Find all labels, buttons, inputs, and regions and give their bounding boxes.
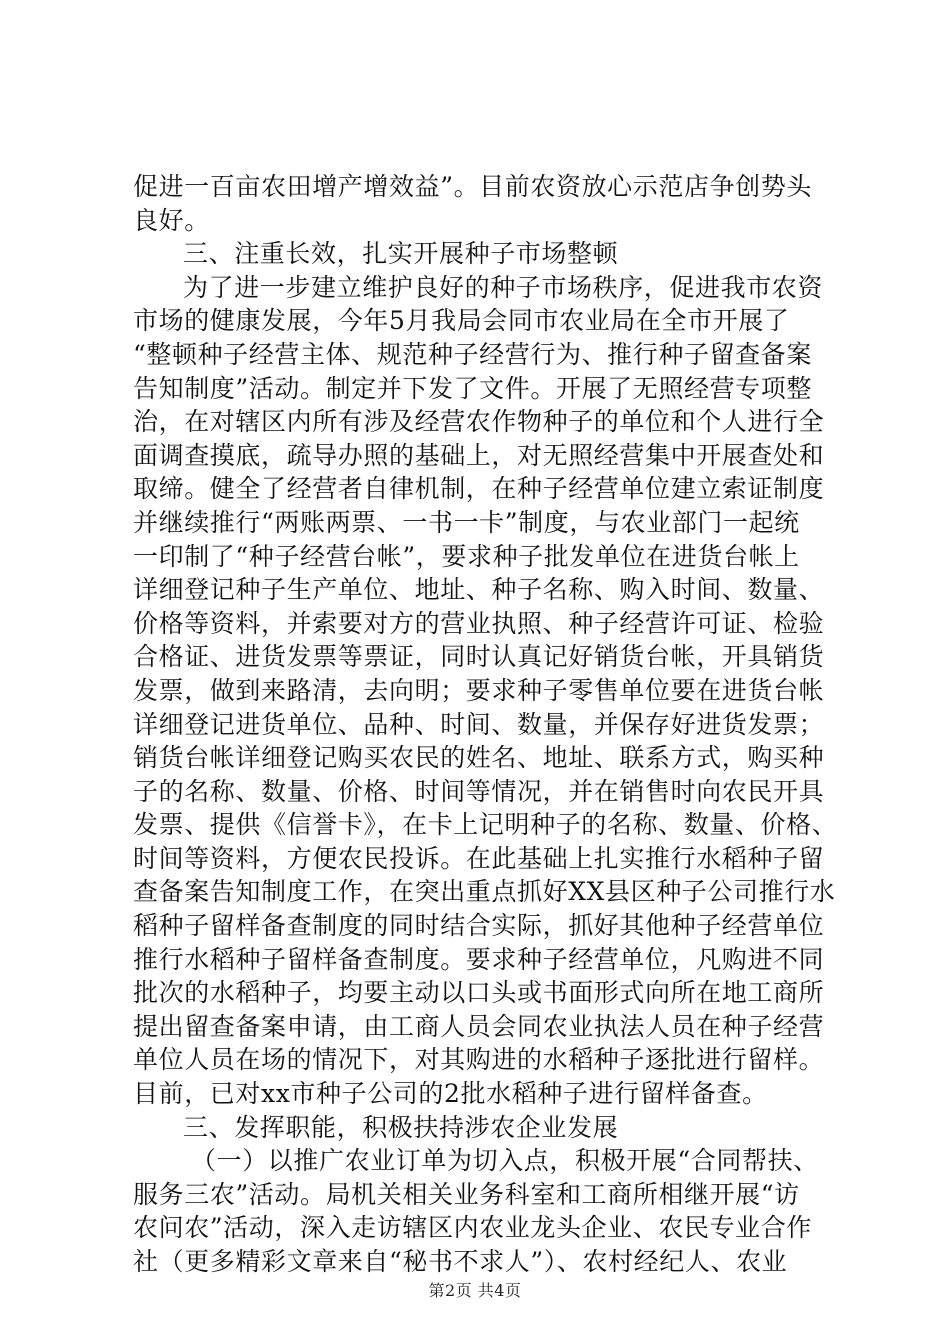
text-line: 详细登记种子生产单位、地址、种子名称、购入时间、数量、	[133, 575, 825, 605]
text-line: 市场的健康发展，今年5月我局会同市农业局在全市开展了	[133, 306, 790, 336]
text-line: 目前，已对xx市种子公司的2批水稻种子进行留样备查。	[133, 1079, 768, 1109]
text-line: 查备案告知制度工作，在突出重点抓好XX县区种子公司推行水	[133, 877, 836, 907]
text-line: 时间等资料，方便农民投诉。在此基础上扎实推行水稻种子留	[133, 843, 825, 873]
text-line: 稻种子留样备查制度的同时结合实际，抓好其他种子经营单位	[133, 911, 825, 941]
text-line: 促进一百亩农田增产增效益”。目前农资放心示范店争创势头	[133, 172, 812, 201]
text-line: 为了进一步建立维护良好的种子市场秩序，促进我市农资	[183, 272, 824, 302]
text-line: （一）以推广农业订单为切入点，积极开展“合同帮扶、	[191, 1146, 819, 1176]
text-line: 社（更多精彩文章来自“秘书不求人”）、农村经纪人、农业	[133, 1247, 788, 1276]
text-line: 良好。	[133, 205, 210, 235]
text-line: 发票，做到来路清，去向明；要求种子零售单位要在进货台帐	[133, 675, 825, 705]
text-line: 详细登记进货单位、品种、时间、数量，并保存好进货发票；	[133, 709, 825, 739]
section-heading: 三、注重长效，扎实开展种子市场整顿	[183, 239, 619, 269]
text-line: 推行水稻种子留样备查制度。要求种子经营单位，凡购进不同	[133, 944, 825, 974]
text-line: 销货台帐详细登记购买农民的姓名、地址、联系方式，购买种	[133, 743, 825, 773]
text-line: 农问农”活动，深入走访辖区内农业龙头企业、农民专业合作	[133, 1213, 812, 1243]
text-line: 发票、提供《信誉卡》，在卡上记明种子的名称、数量、价格、	[133, 810, 838, 840]
text-line: 子的名称、数量、价格、时间等情况，并在销售时向农民开具	[133, 776, 825, 806]
text-line: 服务三农”活动。局机关相关业务科室和工商所相继开展“访	[133, 1179, 800, 1209]
text-line: 合格证、进货发票等票证，同时认真记好销货台帐，开具销货	[133, 642, 825, 672]
text-line: 一印制了“种子经营台帐”，要求种子批发单位在进货台帐上	[133, 541, 800, 571]
section-heading: 三、发挥职能，积极扶持涉农企业发展	[183, 1112, 619, 1142]
text-line: 治，在对辖区内所有涉及经营农作物种子的单位和个人进行全	[133, 407, 825, 437]
text-line: 面调查摸底，疏导办照的基础上，对无照经营集中开展查处和	[133, 440, 825, 470]
text-line: “整顿种子经营主体、规范种子经营行为、推行种子留查备案	[133, 339, 812, 369]
page-footer: 第2页 共4页	[428, 1281, 522, 1300]
text-line: 批次的水稻种子，均要主动以口头或书面形式向所在地工商所	[133, 978, 825, 1008]
text-line: 告知制度”活动。制定并下发了文件。开展了无照经营专项整	[133, 373, 812, 403]
text-line: 取缔。健全了经营者自律机制，在种子经营单位建立索证制度	[133, 474, 825, 504]
text-line: 并继续推行“两账两票、一书一卡”制度，与农业部门一起统	[133, 507, 800, 537]
text-line: 提出留查备案申请，由工商人员会同农业执法人员在种子经营	[133, 1011, 825, 1041]
document-body	[133, 170, 838, 1279]
text-line: 价格等资料，并索要对方的营业执照、种子经营许可证、检验	[133, 608, 825, 638]
text-line: 单位人员在场的情况下，对其购进的水稻种子逐批进行留样。	[133, 1045, 825, 1075]
